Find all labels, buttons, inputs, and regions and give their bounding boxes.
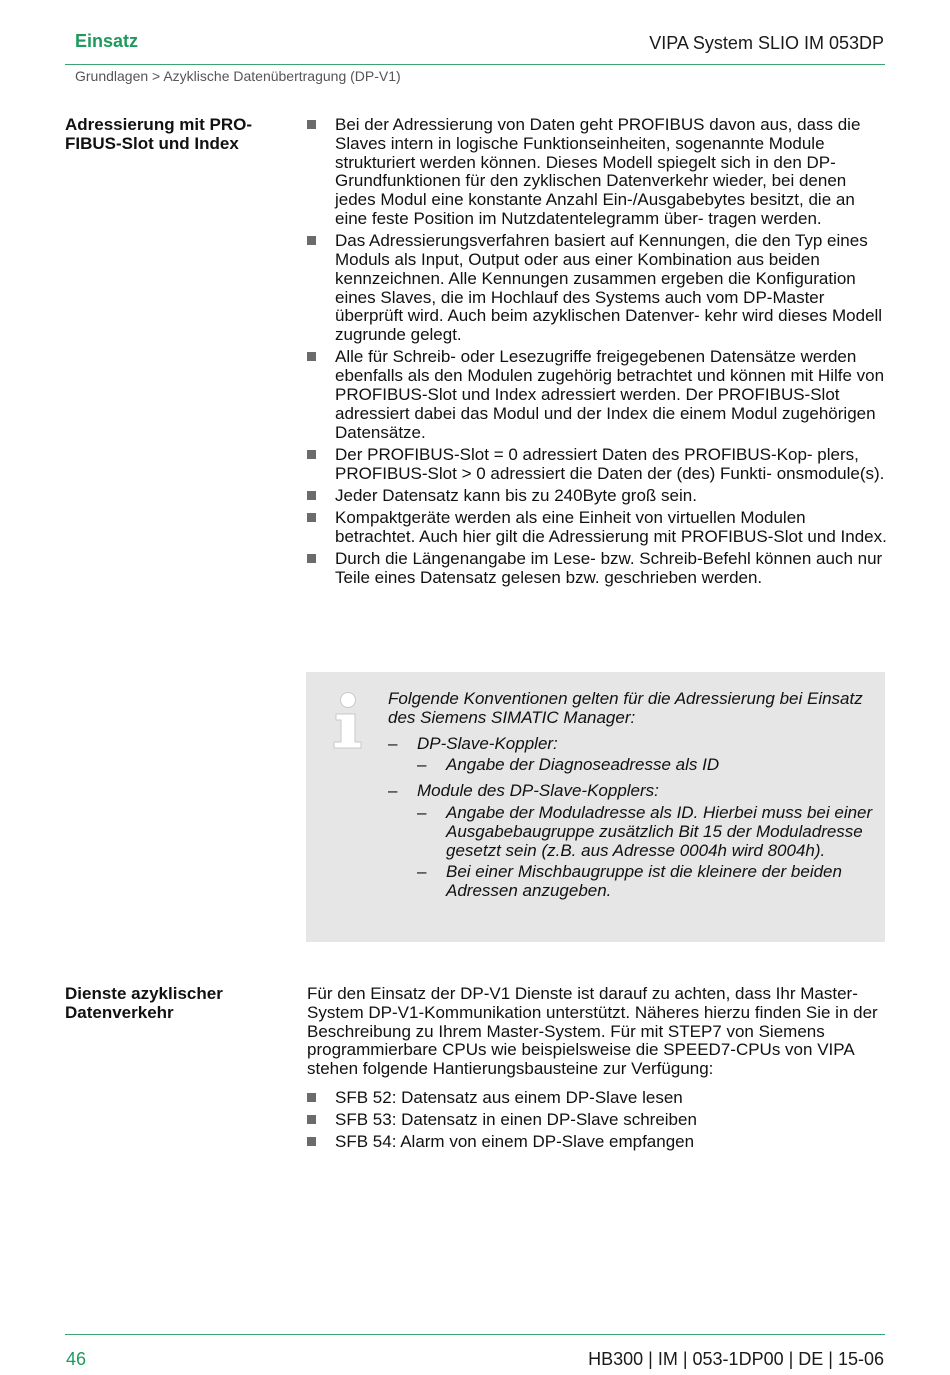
footer-divider	[65, 1334, 885, 1335]
list-item	[307, 487, 887, 506]
addressing-content	[307, 116, 887, 591]
section-heading-services	[65, 984, 285, 1022]
note-intro: Folgende Konventionen gelten für die Adressierung bei Einsatz des Siemens SIMATIC Manager:	[388, 689, 863, 727]
list-item	[307, 1089, 887, 1108]
square-bullet-icon	[307, 236, 316, 245]
section-heading-addressing	[65, 115, 285, 153]
section-heading-line: Dienste azyklischer	[65, 984, 223, 1003]
list-item-text: Kompaktgeräte werden als eine Einheit von virtuellen Modulen betrachtet. Auch hier gilt die Adressierung mit PROFIBUS-Slot und Index.	[335, 507, 887, 546]
note-body	[388, 690, 873, 901]
list-item	[307, 232, 887, 345]
square-bullet-icon	[307, 120, 316, 129]
list-item-text: Jeder Datensatz kann bis zu 240Byte groß sein.	[335, 485, 697, 505]
list-item	[307, 116, 887, 229]
section-heading-line: Adressierung mit PRO-	[65, 115, 253, 134]
breadcrumb: Grundlagen > Azyklische Datenübertragung (DP-V1)	[75, 68, 401, 84]
note-box	[306, 672, 885, 942]
note-sublist-item-text: Angabe der Diagnoseadresse als ID	[446, 755, 720, 775]
list-item	[307, 509, 887, 547]
info-icon	[330, 692, 368, 750]
page-number: 46	[66, 1349, 87, 1369]
square-bullet-icon	[307, 352, 316, 361]
note-list-item-text: Module des DP-Slave-Kopplers:	[417, 781, 659, 801]
document-title: VIPA System SLIO IM 053DP	[649, 33, 884, 53]
list-item-text: SFB 53: Datensatz in einen DP-Slave schreiben	[335, 1110, 697, 1130]
list-item-text: Durch die Längenangabe im Lese- bzw. Schreib-Befehl können auch nur Teile eines Datensatz gelesen bzw. geschrieben werden.	[335, 548, 883, 587]
dash-marker: –	[388, 733, 398, 753]
dash-marker: –	[417, 862, 427, 882]
list-item	[307, 550, 887, 588]
list-item	[307, 1133, 887, 1152]
list-item-text: Der PROFIBUS-Slot = 0 adressiert Daten des PROFIBUS-Kop- plers, PROFIBUS-Slot > 0 adressiert die Daten der (des) Funkti- onsmodule(s).	[335, 444, 885, 483]
note-sublist-item-text: Bei einer Mischbaugruppe ist die kleinere der beiden Adressen anzugeben.	[446, 862, 842, 901]
dash-marker: –	[417, 755, 427, 775]
dash-marker: –	[417, 802, 427, 822]
list-item-text: Alle für Schreib- oder Lesezugriffe freigegebenen Datensätze werden ebenfalls als den Modulen zugehörig betrachtet und können mit Hilfe von PROFIBUS-Slot und Index adressiert werden. Der PROFIBUS-Slot adressiert dabei das Modul und der Index die einem Modul zugehörigen Datensätze.	[335, 347, 885, 442]
list-item	[307, 1111, 887, 1130]
note-sublist-item	[388, 863, 873, 901]
header-divider	[65, 64, 885, 65]
note-sublist-item	[388, 756, 873, 775]
list-item-text: SFB 52: Datensatz aus einem DP-Slave lesen	[335, 1087, 683, 1107]
note-sublist-item	[388, 804, 873, 860]
services-bullet-list	[307, 1089, 887, 1152]
list-item-text: SFB 54: Alarm von einem DP-Slave empfangen	[335, 1132, 695, 1152]
section-heading-line: FIBUS-Slot und Index	[65, 134, 239, 153]
list-item	[307, 348, 887, 442]
square-bullet-icon	[307, 554, 316, 563]
section-title: Einsatz	[75, 31, 139, 51]
note-sublist-item-text: Angabe der Moduladresse als ID. Hierbei muss bei einer Ausgabebaugruppe zusätzlich Bit 15 der Moduladresse gesetzt sein (z.B. aus Adresse 0004h wird 8004h).	[446, 802, 873, 860]
square-bullet-icon	[307, 450, 316, 459]
square-bullet-icon	[307, 513, 316, 522]
services-paragraph: Für den Einsatz der DP-V1 Dienste ist darauf zu achten, dass Ihr Master-System DP-V1-Kommunikation unterstützt. Näheres hierzu finden Sie in der Beschreibung zu Ihrem Master-System. Für mit STEP7 von Siemens programmierbare CPUs wie beispielsweise die SPEED7-CPUs von VIPA stehen folgende Hantierungsbausteine zur Verfügung:	[307, 984, 878, 1079]
list-item	[307, 446, 887, 484]
dash-marker: –	[388, 781, 398, 801]
note-list-item-text: DP-Slave-Koppler:	[417, 733, 558, 753]
document-reference: HB300 | IM | 053-1DP00 | DE | 15-06	[588, 1349, 884, 1369]
note-list-item	[388, 735, 873, 754]
list-item-text: Bei der Adressierung von Daten geht PROFIBUS davon aus, dass die Slaves intern in logische Funktionseinheiten, sogenannte Module strukturiert werden können. Dieses Modell spiegelt sich in den DP-Grundfunktionen für den zyklischen Datenverkehr wieder, bei denen jedes Modul eine konstante Anzahl Ein-/Ausgabebytes besitzt, die an eine feste Position im Nutzdatentelegramm über- tragen werden.	[335, 115, 861, 228]
list-item-text: Das Adressierungsverfahren basiert auf Kennungen, die den Typ eines Moduls als Input, Output oder aus einer Kombination aus beiden kennzeichnen. Alle Kennungen zusammen ergeben die Konfiguration eines Slaves, die im Hochlauf des Systems auch vom DP-Master überprüft wird. Auch beim azyklischen Datenver- kehr wird dieses Modell zugrunde gelegt.	[335, 231, 883, 345]
square-bullet-icon	[307, 1137, 316, 1146]
square-bullet-icon	[307, 1093, 316, 1102]
square-bullet-icon	[307, 491, 316, 500]
addressing-bullet-list	[307, 116, 887, 587]
square-bullet-icon	[307, 1115, 316, 1124]
section-heading-line: Datenverkehr	[65, 1003, 174, 1022]
note-list-item	[388, 782, 873, 801]
services-content	[307, 985, 887, 1156]
